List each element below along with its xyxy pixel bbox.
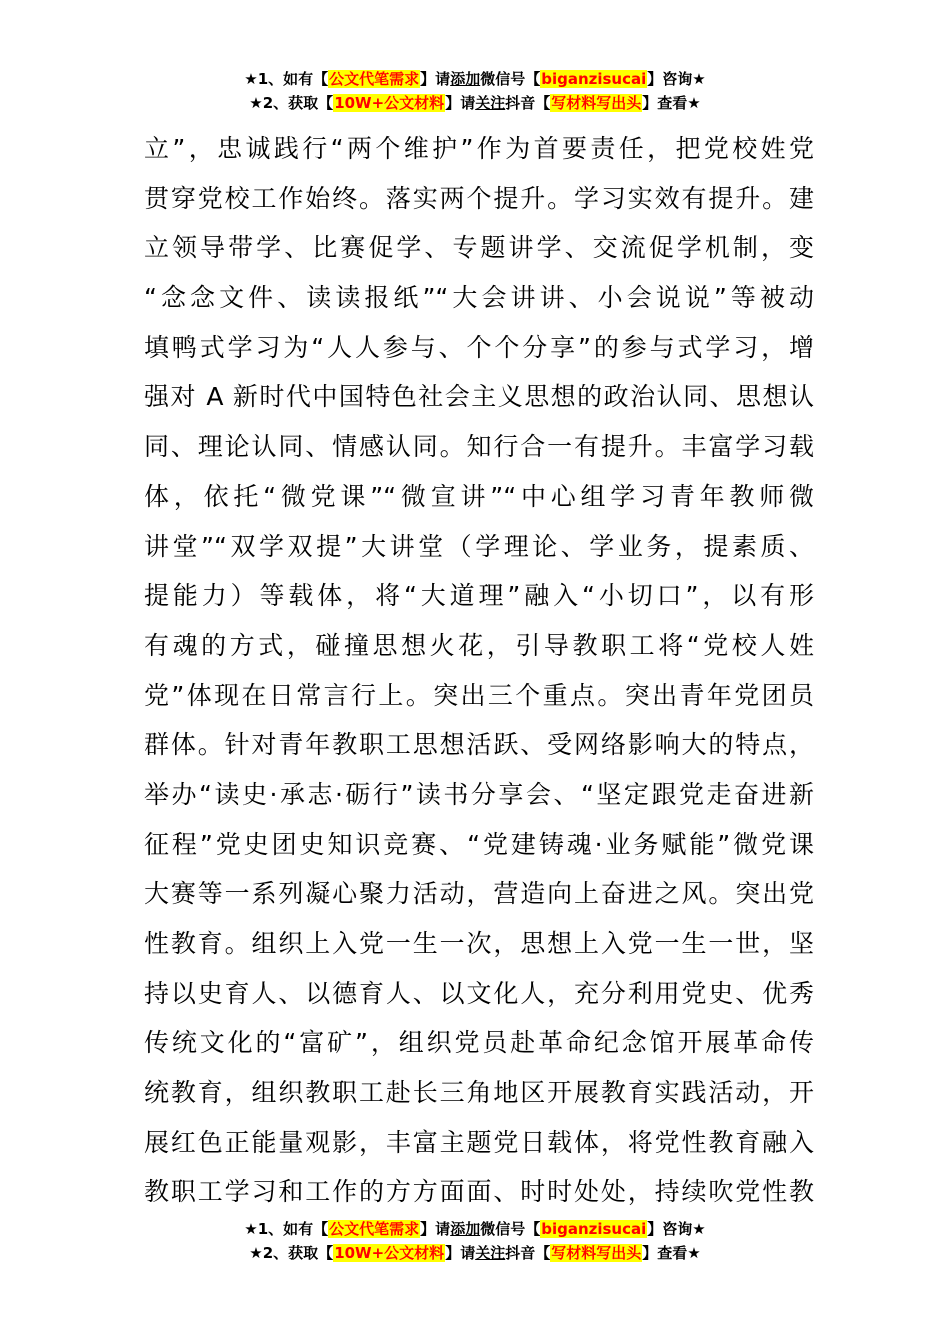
footer-banner xyxy=(0,1218,950,1266)
document-body xyxy=(144,124,814,1217)
body-line: 征程”党史团史知识竞赛、“党建铸魂·业务赋能”微党课 xyxy=(144,829,814,859)
body-line: 性教育。组织上入党一生一次，思想上入党一生一世，坚 xyxy=(144,929,814,958)
body-line: 教职工学习和工作的方方面面、时时处处，持续吹党性教 xyxy=(144,1177,814,1207)
banner-text: 】查看★ xyxy=(642,94,701,112)
highlighted-text: 10W+公文材料 xyxy=(334,1244,445,1262)
body-line: 持以史育人、以德育人、以文化人，充分利用党史、优秀 xyxy=(144,978,814,1008)
body-line: 立”，忠诚践行“两个维护”作为首要责任，把党校姓党 xyxy=(144,134,814,163)
body-line: 展红色正能量观影，丰富主题党日载体，将党性教育融入 xyxy=(144,1127,814,1157)
underlined-text: 添加 xyxy=(450,1220,481,1238)
highlighted-text: 10W+公文材料 xyxy=(334,94,445,112)
body-line: 立领导带学、比赛促学、专题讲学、交流促学机制，变 xyxy=(144,233,814,263)
underlined-text: 关注 xyxy=(475,94,506,112)
highlighted-text: 公文代笔需求 xyxy=(329,1220,420,1238)
banner-text: 】咨询★ xyxy=(647,1220,706,1238)
banner-line-2 xyxy=(0,1242,950,1266)
banner-text: ★1、如有【 xyxy=(244,70,329,88)
body-line: 大赛等一系列凝心聚力活动，营造向上奋进之风。突出党 xyxy=(144,879,814,909)
highlighted-text: biganzisucai xyxy=(541,1220,647,1238)
underlined-text: 添加 xyxy=(450,70,481,88)
underlined-text: 关注 xyxy=(475,1244,506,1262)
header-banner xyxy=(0,68,950,116)
body-line: 群体。针对青年教职工思想活跃、受网络影响大的特点， xyxy=(144,730,814,760)
banner-text: 】咨询★ xyxy=(647,70,706,88)
body-line: 讲堂”“双学双提”大讲堂（学理论、学业务，提素质、 xyxy=(144,531,814,561)
body-line: 传统文化的“富矿”，组织党员赴革命纪念馆开展革命传 xyxy=(144,1028,814,1058)
banner-line-1 xyxy=(0,1218,950,1242)
banner-line-2 xyxy=(0,92,950,116)
body-line: 同、理论认同、情感认同。知行合一有提升。丰富学习载 xyxy=(144,432,814,462)
body-line: 党”体现在日常言行上。突出三个重点。突出青年党团员 xyxy=(144,680,814,710)
body-line: 贯穿党校工作始终。落实两个提升。学习实效有提升。建 xyxy=(144,183,814,213)
banner-text: ★2、获取【 xyxy=(249,94,334,112)
banner-text: 】请 xyxy=(420,1220,451,1238)
body-line: 体，依托“微党课”“微宣讲”“中心组学习青年教师微 xyxy=(144,481,814,511)
body-line: 统教育，组织教职工赴长三角地区开展教育实践活动，开 xyxy=(144,1078,814,1108)
highlighted-text: 写材料写出头 xyxy=(551,1244,642,1262)
banner-text: ★2、获取【 xyxy=(249,1244,334,1262)
highlighted-text: 公文代笔需求 xyxy=(329,70,420,88)
highlighted-text: biganzisucai xyxy=(541,70,647,88)
banner-text: 】请 xyxy=(445,1244,476,1262)
banner-line-1 xyxy=(0,68,950,92)
body-line: 有魂的方式，碰撞思想火花，引导教职工将“党校人姓 xyxy=(144,630,814,660)
banner-text: 】请 xyxy=(420,70,451,88)
highlighted-text: 写材料写出头 xyxy=(551,94,642,112)
body-line: 填鸭式学习为“人人参与、个个分享”的参与式学习，增 xyxy=(144,332,814,362)
body-line: “念念文件、读读报纸”“大会讲讲、小会说说”等被动 xyxy=(144,283,814,313)
body-line: 举办“读史·承志·砺行”读书分享会、“坚定跟党走奋进新 xyxy=(144,779,814,809)
banner-text: ★1、如有【 xyxy=(244,1220,329,1238)
banner-text: 抖音【 xyxy=(505,94,551,112)
banner-text: 微信号【 xyxy=(480,70,541,88)
banner-text: 微信号【 xyxy=(480,1220,541,1238)
banner-text: 】请 xyxy=(445,94,476,112)
banner-text: 抖音【 xyxy=(505,1244,551,1262)
banner-text: 】查看★ xyxy=(642,1244,701,1262)
body-line: 提能力）等载体，将“大道理”融入“小切口”，以有形 xyxy=(144,581,814,611)
body-line: 强对 A 新时代中国特色社会主义思想的政治认同、思想认 xyxy=(144,382,814,412)
